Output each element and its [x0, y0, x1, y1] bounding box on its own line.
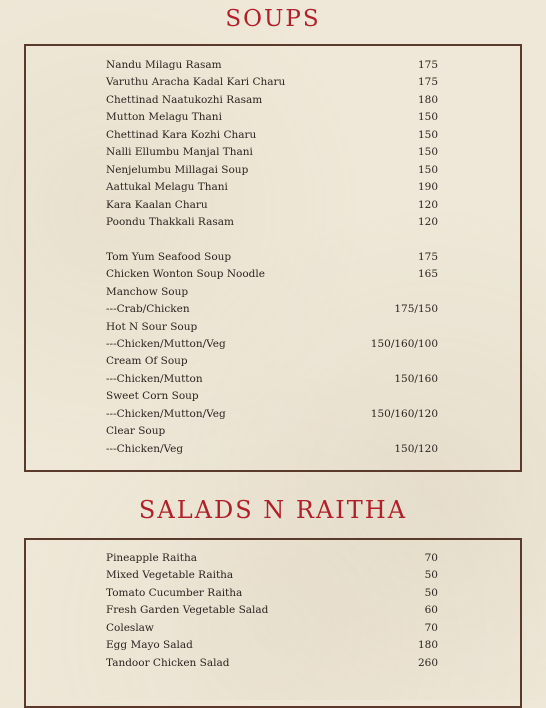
- menu-item-name: Hot N Sour Soup: [106, 320, 198, 333]
- menu-item-row: [82, 353, 438, 370]
- menu-item-price: 260: [417, 656, 438, 669]
- menu-item-price: 150: [417, 146, 438, 159]
- menu-item-price: 150/120: [394, 442, 438, 455]
- menu-item-row: [82, 585, 438, 602]
- menu-item-price: 70: [424, 552, 438, 564]
- menu-item-price: 150/160/120: [370, 407, 438, 420]
- menu-item-price: 150: [417, 111, 438, 124]
- menu-item-price: 60: [424, 604, 438, 617]
- menu-item-price: 175: [417, 76, 438, 89]
- soups-menu-list: [82, 57, 438, 458]
- menu-item-name: Mixed Vegetable Raitha: [106, 569, 234, 582]
- menu-item-name: Mutton Melagu Thani: [106, 111, 222, 124]
- menu-item-name: Cream Of Soup: [106, 355, 188, 368]
- menu-item-name: Fresh Garden Vegetable Salad: [106, 604, 269, 617]
- menu-item-row: [82, 441, 438, 458]
- menu-item-name: Egg Mayo Salad: [106, 639, 193, 652]
- menu-item-name: ---Chicken/Veg: [106, 442, 184, 455]
- menu-item-name: Aattukal Melagu Thani: [106, 181, 228, 194]
- menu-item-price: 175: [417, 250, 438, 263]
- menu-item-row: [82, 388, 438, 405]
- menu-item-price: 50: [424, 586, 438, 599]
- menu-item-name: ---Crab/Chicken: [106, 303, 190, 316]
- menu-item-price: 175/150: [394, 303, 438, 316]
- salads-section-title: SALADS N RAITHA: [138, 496, 408, 524]
- menu-item-row: [82, 637, 438, 654]
- menu-item-name: Sweet Corn Soup: [106, 390, 199, 403]
- menu-item-row: [82, 92, 438, 109]
- menu-item-price: 120: [417, 198, 438, 211]
- menu-item-name: Tom Yum Seafood Soup: [106, 250, 232, 263]
- menu-item-price: 190: [417, 181, 438, 194]
- menu-item-name: Tomato Cucumber Raitha: [106, 586, 243, 599]
- menu-item-row: [82, 336, 438, 353]
- menu-item-name: Chettinad Naatukozhi Rasam: [106, 93, 263, 106]
- menu-item-name: Coleslaw: [106, 621, 154, 634]
- menu-item-name: Poondu Thakkali Rasam: [106, 215, 234, 228]
- menu-item-row: [82, 423, 438, 440]
- menu-item-name: Nalli Ellumbu Manjal Thani: [106, 146, 253, 159]
- menu-item-name: Clear Soup: [106, 425, 166, 438]
- menu-item-row: [82, 127, 438, 144]
- menu-item-row: [82, 162, 438, 179]
- menu-item-name: ---Chicken/Mutton: [106, 372, 203, 385]
- menu-item-price: 180: [417, 639, 438, 652]
- menu-item-row: [82, 231, 438, 248]
- menu-item-row: [82, 284, 438, 301]
- menu-item-row: [82, 197, 438, 214]
- soups-section-title: SOUPS: [225, 6, 321, 32]
- menu-item-row: [82, 109, 438, 126]
- menu-item-name: Chicken Wonton Soup Noodle: [106, 268, 265, 281]
- menu-item-name: Nandu Milagu Rasam: [106, 59, 222, 71]
- menu-item-name: Nenjelumbu Millagai Soup: [106, 163, 249, 176]
- salads-menu-list: [82, 550, 438, 672]
- menu-item-row: [82, 57, 438, 74]
- menu-item-price: 150/160: [394, 372, 438, 385]
- menu-item-row: [82, 550, 438, 567]
- menu-item-price: 50: [424, 569, 438, 582]
- menu-item-price: 150/160/100: [370, 338, 438, 350]
- menu-item-row: [82, 567, 438, 584]
- menu-item-name: Kara Kaalan Charu: [106, 198, 208, 211]
- menu-item-row: [82, 144, 438, 161]
- menu-item-row: [82, 602, 438, 619]
- menu-item-name: Tandoor Chicken Salad: [106, 656, 230, 669]
- menu-item-price: 180: [417, 93, 438, 106]
- menu-item-name: ---Chicken/Mutton/Veg: [106, 407, 226, 420]
- menu-item-price: 165: [417, 268, 438, 281]
- menu-item-row: [82, 620, 438, 637]
- menu-item-row: [82, 406, 438, 423]
- menu-item-price: 175: [417, 59, 438, 71]
- menu-item-row: [82, 301, 438, 318]
- menu-item-price: 150: [417, 163, 438, 176]
- menu-item-row: [82, 371, 438, 388]
- menu-item-row: [82, 655, 438, 672]
- menu-item-row: [82, 249, 438, 266]
- menu-item-price: 150: [417, 128, 438, 141]
- menu-item-price: 70: [424, 621, 438, 634]
- menu-item-row: [82, 74, 438, 91]
- menu-item-name: Varuthu Aracha Kadal Kari Charu: [106, 76, 286, 89]
- menu-item-name: ---Chicken/Mutton/Veg: [106, 338, 226, 350]
- menu-item-name: Pineapple Raitha: [106, 552, 198, 564]
- menu-item-row: [82, 266, 438, 283]
- menu-item-row: [82, 179, 438, 196]
- menu-item-row: [82, 319, 438, 336]
- menu-item-name: Manchow Soup: [106, 285, 189, 298]
- menu-item-row: [82, 214, 438, 231]
- menu-item-price: 120: [417, 215, 438, 228]
- menu-item-name: Chettinad Kara Kozhi Charu: [106, 128, 257, 141]
